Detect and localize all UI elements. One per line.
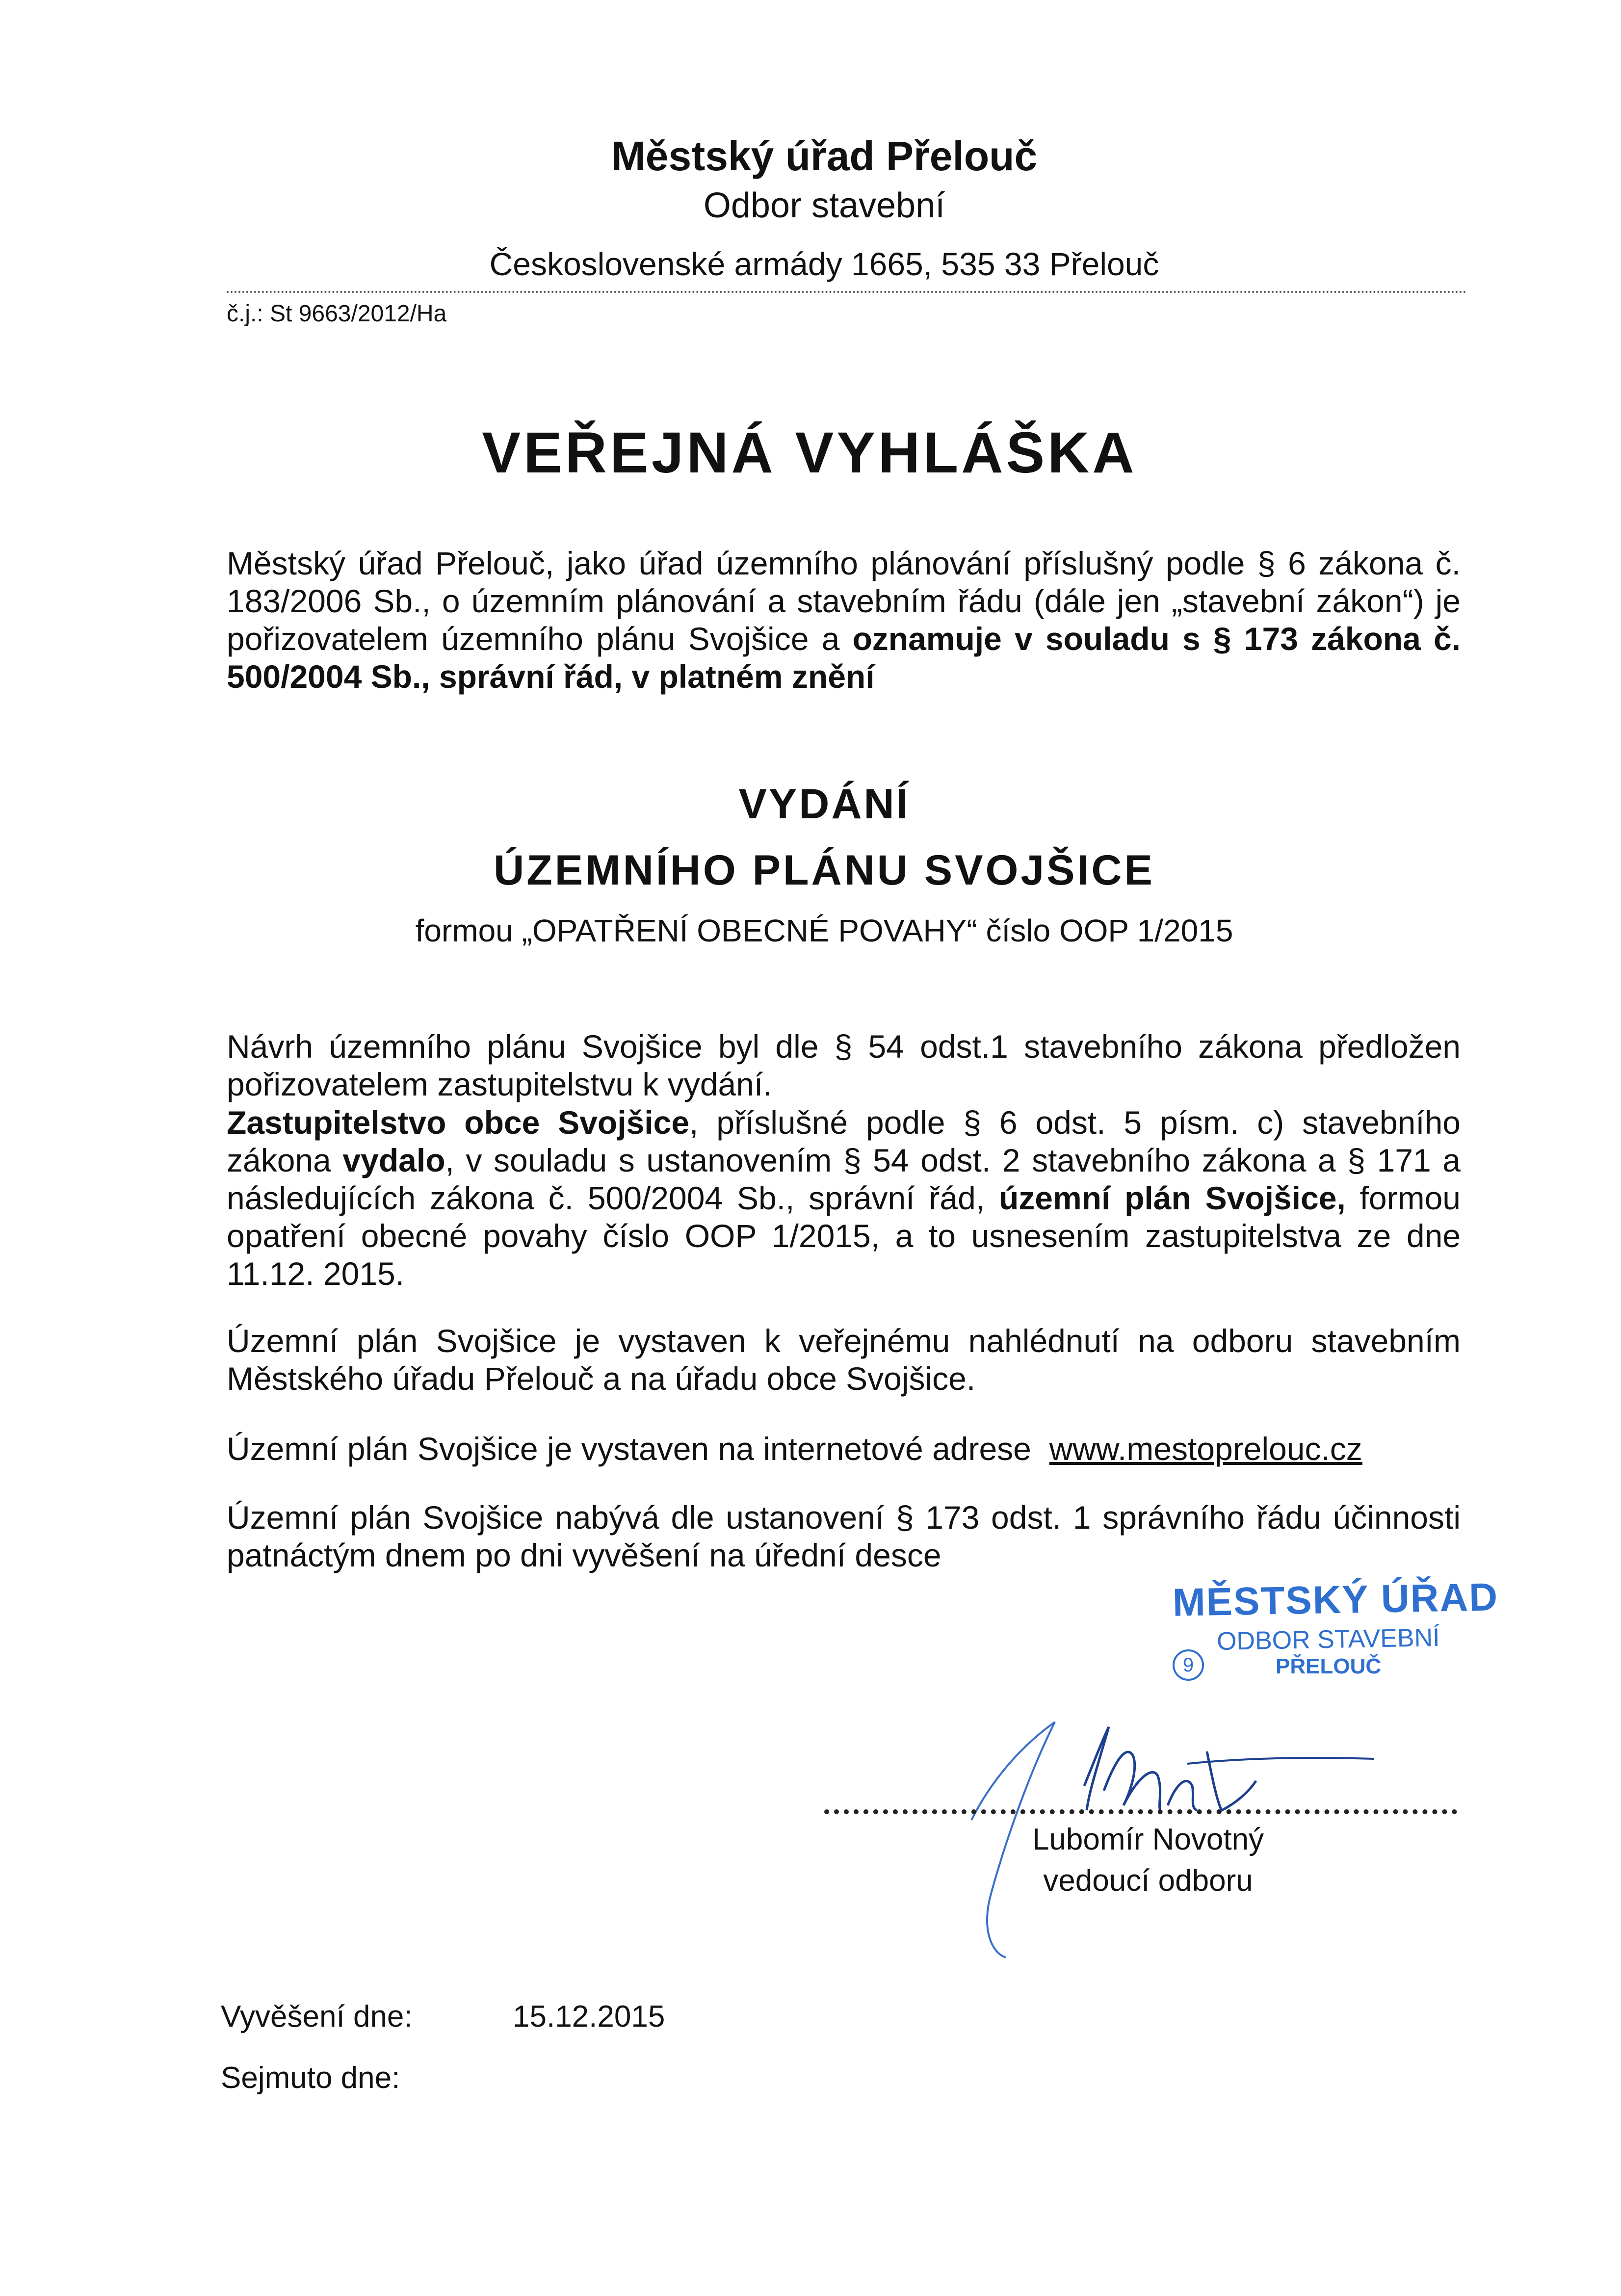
department-name: Odbor stavební bbox=[703, 186, 945, 225]
issued-word: vydalo bbox=[342, 1142, 445, 1178]
paragraph-issued: Zastupitelstvo obce Svojšice, příslušné podle § 6 odst. 5 písm. c) stavebního zákona vydalo, v souladu s ustanovením § 54 odst. 2 stavebního zákona a § 171 a následujících zákona č. 500/2004 Sb., správní řád, územní plán Svojšice, formou opatření obecné povahy číslo OOP 1/2015, a to usnesením zastupitelstva ze dne 11.12. 2015. bbox=[227, 1104, 1461, 1292]
website-link[interactable]: www.mestoprelouc.cz bbox=[1049, 1431, 1362, 1467]
intro-text: Městský úřad Přelouč, jako úřad územního plánování příslušný podle § 6 zákona č. 183/2006 Sb., o územním plánování a stavebním řádu (dále jen „stavební zákon“) je pořizovatelem územního plánu Svojšice a bbox=[227, 545, 1461, 657]
paragraph-internet: Územní plán Svojšice je vystaven na internetové adrese www.mestoprelouc.cz bbox=[227, 1431, 1362, 1467]
signatory-role: vedoucí odboru bbox=[1043, 1864, 1253, 1898]
office-address: Československé armády 1665, 535 33 Přelouč bbox=[489, 246, 1159, 282]
paragraph-proposal: Návrh územního plánu Svojšice byl dle § 54 odst.1 stavebního zákona předložen pořizovatelem zastupitelstvu k vydání. bbox=[227, 1028, 1461, 1102]
council-name: Zastupitelstvo obce Svojšice bbox=[227, 1104, 690, 1141]
heading-plan-name: ÚZEMNÍHO PLÁNU SVOJŠICE bbox=[494, 847, 1155, 894]
stamp-number: 9 bbox=[1173, 1649, 1204, 1681]
intro-bold-text: oznamuje v souladu s § 173 zákona č. 500/2004 Sb., správní řád, v platném znění bbox=[227, 621, 1461, 695]
paragraph-viewing: Územní plán Svojšice je vystaven k veřejnému nahlédnutí na odboru stavebním Městského úřadu Přelouč a na úřadu obce Svojšice. bbox=[227, 1323, 1461, 1397]
heading-form: formou „OPATŘENÍ OBECNÉ POVAHY“ číslo OOP 1/2015 bbox=[415, 913, 1233, 948]
reference-number: č.j.: St 9663/2012/Ha bbox=[227, 301, 447, 327]
stamp-office: MĚSTSKÝ ÚŘAD bbox=[1172, 1575, 1499, 1624]
office-name: Městský úřad Přelouč bbox=[611, 133, 1038, 179]
stamp-town: PŘELOUČ bbox=[1276, 1654, 1382, 1678]
header-divider bbox=[227, 291, 1467, 293]
intro-paragraph bbox=[227, 545, 1461, 696]
document-title: VEŘEJNÁ VYHLÁŠKA bbox=[482, 420, 1137, 485]
heading-vydani: VYDÁNÍ bbox=[738, 781, 910, 828]
plan-bold-name: územní plán Svojšice, bbox=[998, 1180, 1346, 1216]
posted-date: 15.12.2015 bbox=[513, 2000, 665, 2034]
removed-label: Sejmuto dne: bbox=[221, 2061, 400, 2095]
signature-line bbox=[824, 1809, 1457, 1814]
stamp-department: ODBOR STAVEBNÍ bbox=[1216, 1623, 1440, 1656]
posted-label: Vyvěšení dne: bbox=[221, 2000, 413, 2034]
paragraph-effective: Územní plán Svojšice nabývá dle ustanovení § 173 odst. 1 správního řádu účinnosti patnáctým dnem po dni vyvěšení na úřední desce bbox=[227, 1499, 1461, 1573]
signatory-name: Lubomír Novotný bbox=[1032, 1823, 1264, 1856]
